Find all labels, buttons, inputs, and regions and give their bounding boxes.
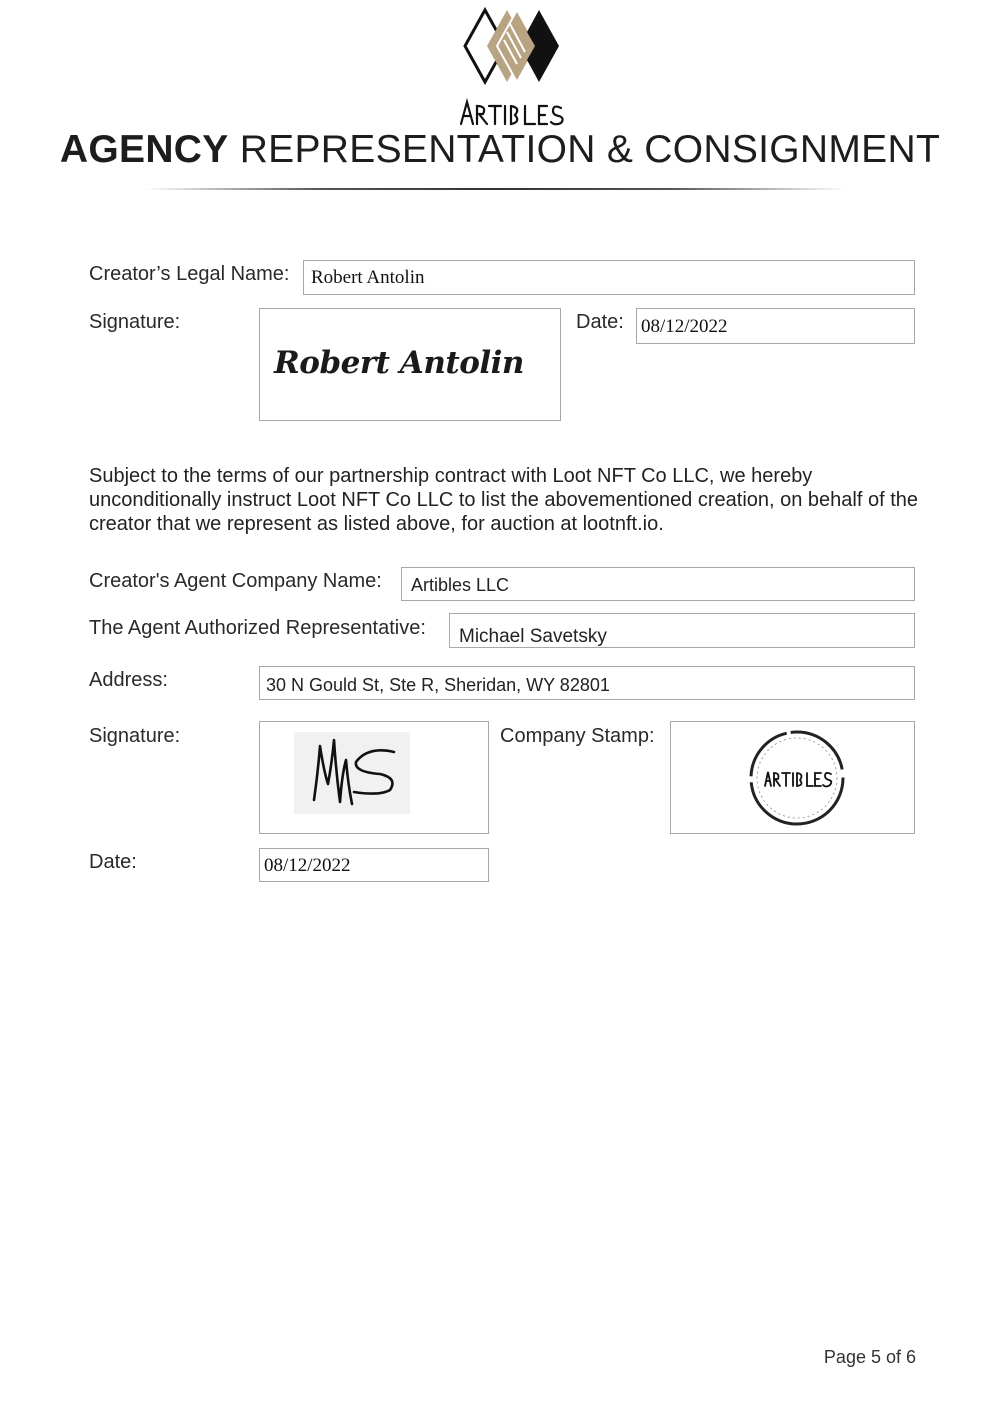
agent-representative-field[interactable] [449,613,915,648]
consignment-statement: Subject to the terms of our partnership contract with Loot NFT Co LLC, we hereby unconditionally instruct Loot NFT Co LLC to list the abovementioned creation, on behalf of the creator that we represent as listed above, for auction at lootnft.io. [89,465,919,535]
agent-address-label: Address: [89,669,168,691]
creator-signature: Robert Antolin [274,345,524,381]
creator-legal-name-field[interactable] [303,260,915,295]
creator-date-value: 08/12/2022 [641,316,728,337]
title-divider [145,188,845,190]
company-stamp-icon [747,728,847,828]
agent-date-field[interactable] [259,848,489,882]
agent-company-label: Creator's Agent Company Name: [89,570,382,592]
agent-date-value: 08/12/2022 [264,855,351,876]
creator-signature-label: Signature: [89,311,181,333]
artibles-diamond-logo-icon [455,2,575,130]
agent-signature-box[interactable] [259,721,489,834]
title-bold: AGENCY [59,128,229,171]
company-stamp-box[interactable] [670,721,915,834]
creator-date-label: Date: [576,311,624,333]
creator-legal-name-label: Creator’s Legal Name: [89,263,290,285]
agent-signature-label: Signature: [89,725,181,747]
agent-representative-value: Michael Savetsky [459,626,607,647]
agent-address-field[interactable] [259,666,915,700]
creator-legal-name-value: Robert Antolin [311,267,425,288]
page-number: Page 5 of 6 [823,1347,916,1367]
artibles-stamp [747,728,847,828]
creator-date-field[interactable] [636,308,915,344]
company-stamp-label: Company Stamp: [500,725,655,747]
ms-signature-icon [294,732,410,814]
document-title [0,128,1000,172]
title-rest: REPRESENTATION & CONSIGNMENT [239,128,941,171]
creator-signature-box[interactable] [259,308,561,421]
artibles-logo [455,2,575,130]
agent-company-value: Artibles LLC [411,575,510,595]
agent-company-field[interactable] [401,567,915,601]
agent-address-value: 30 N Gould St, Ste R, Sheridan, WY 82801 [266,675,610,695]
agent-signature-image [294,732,410,814]
agent-representative-label: The Agent Authorized Representative: [89,617,426,639]
agent-date-label: Date: [89,851,137,873]
